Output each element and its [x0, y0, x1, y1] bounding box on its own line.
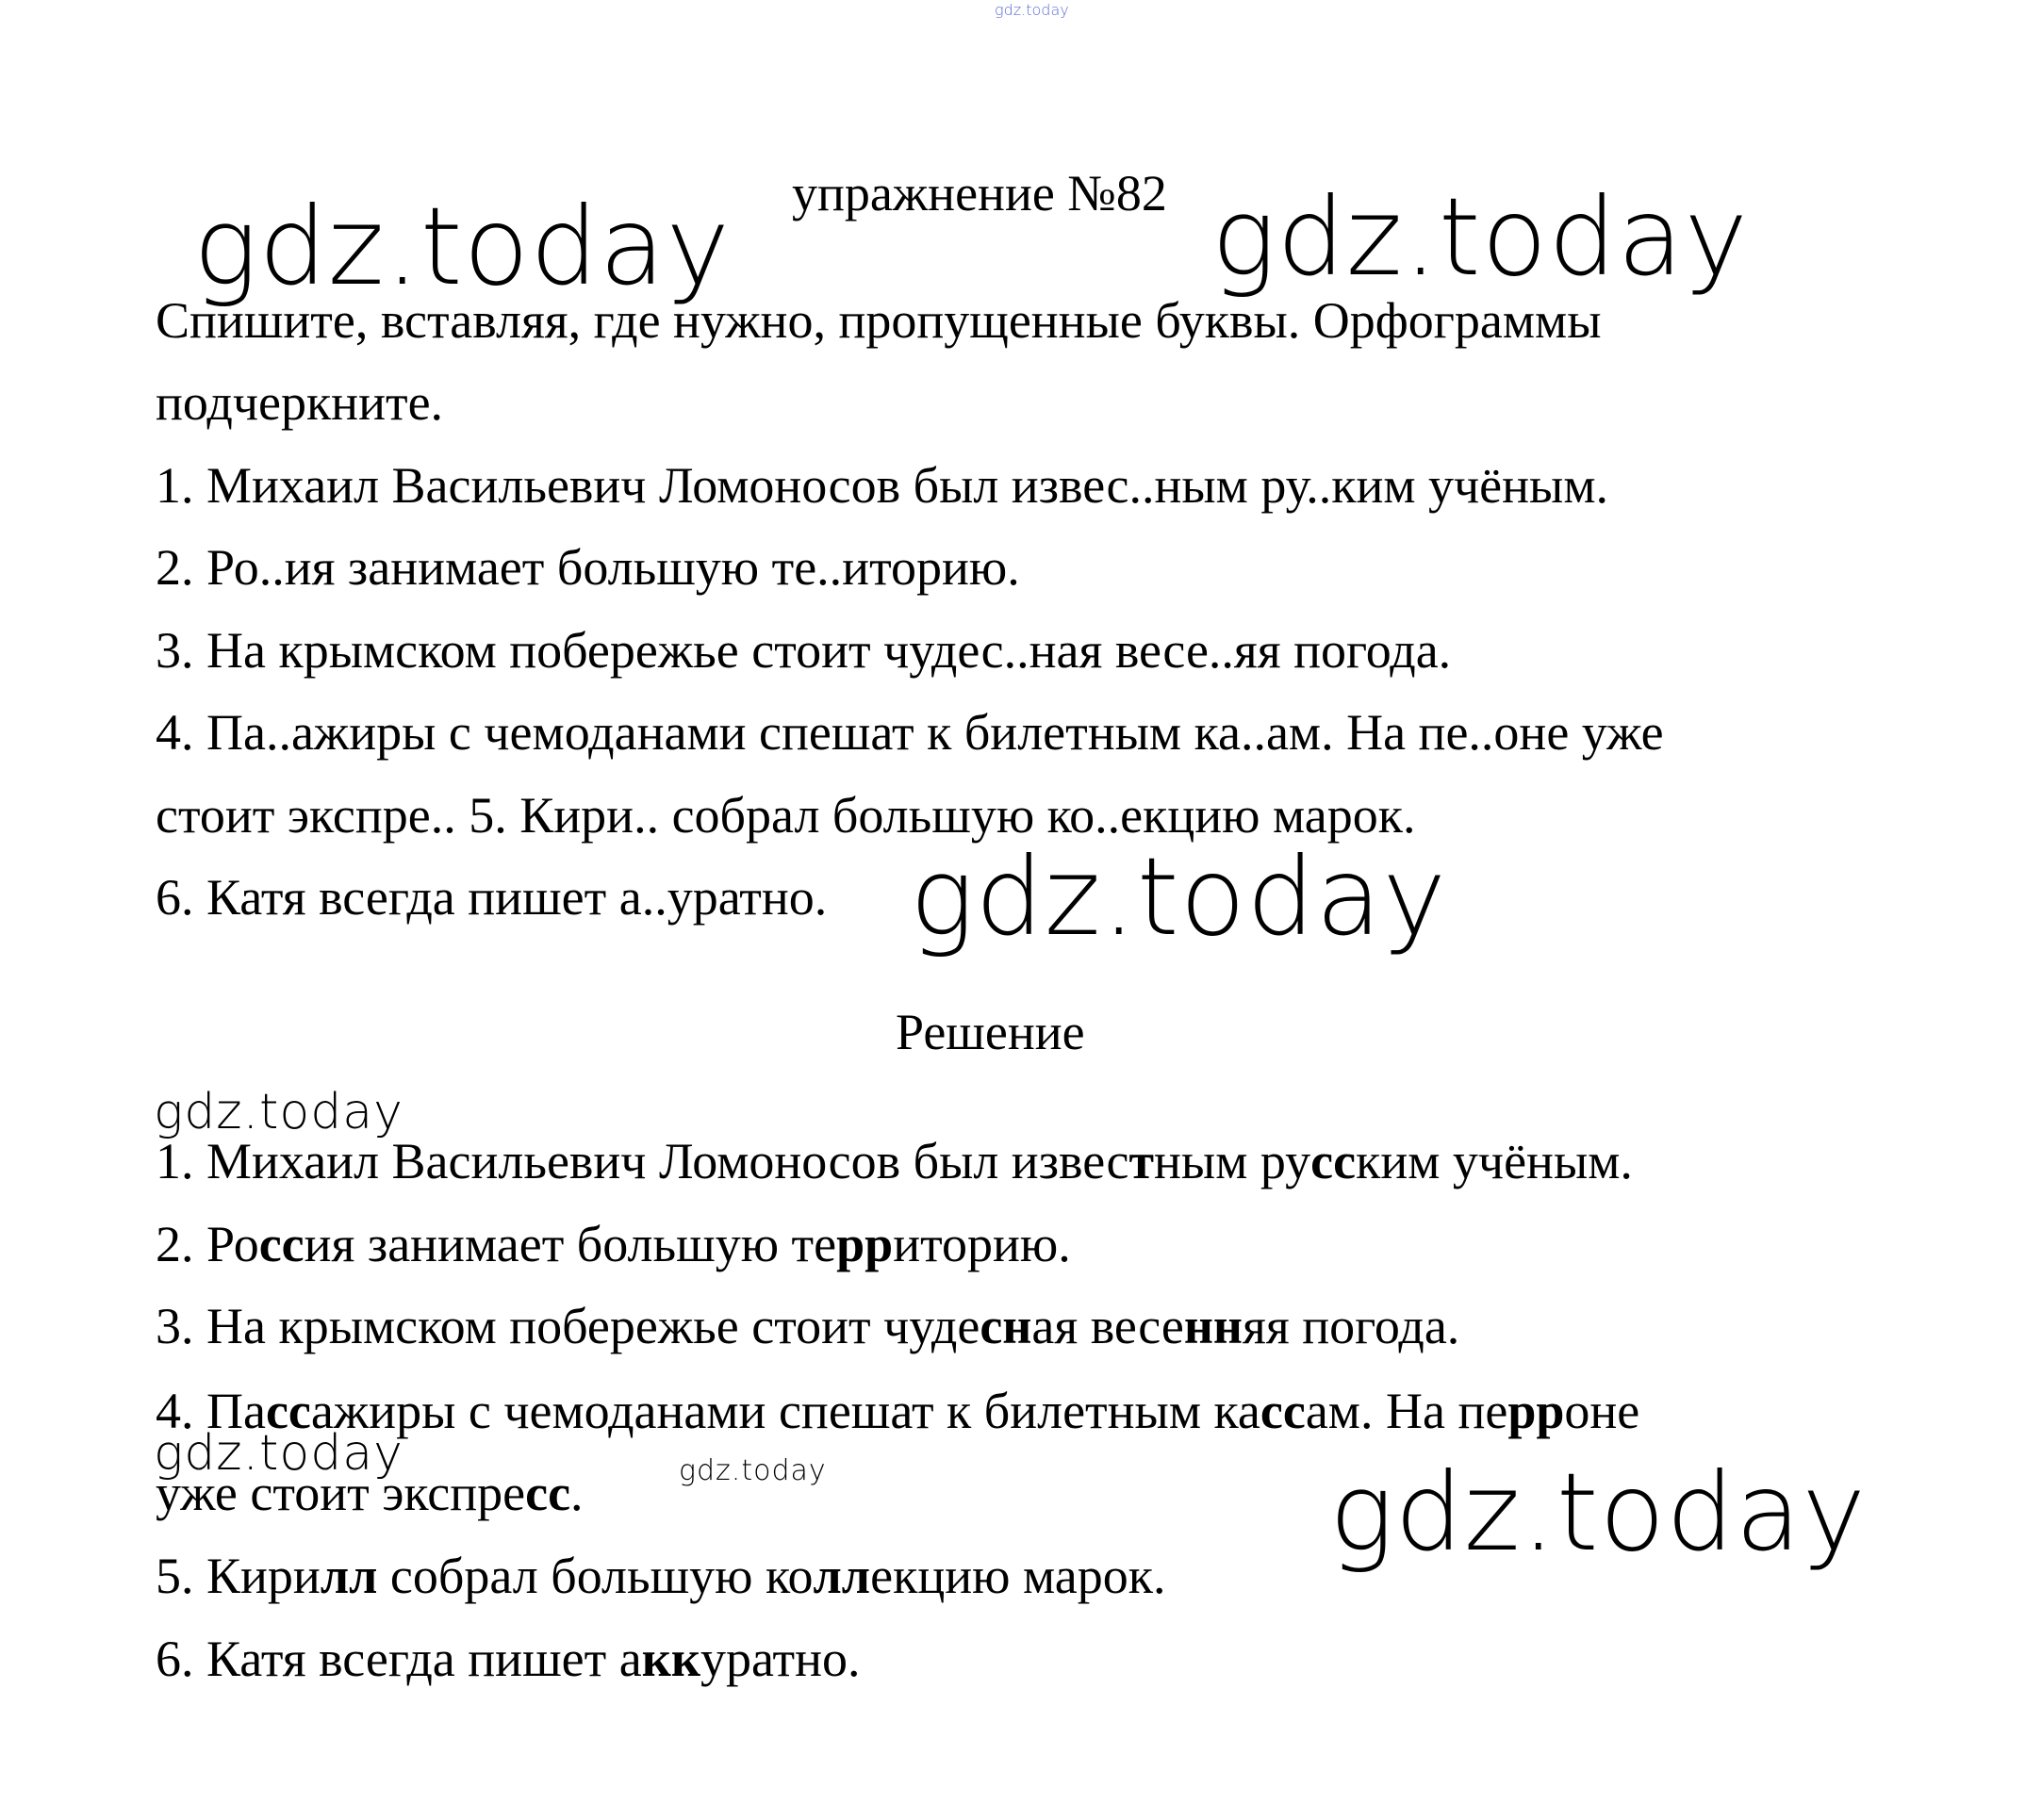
inserted-letters: рр	[1507, 1383, 1565, 1439]
exercise-line: 4. Па..ажиры с чемоданами спешат к билетным ка..ам. На пе..оне уже	[156, 704, 1664, 761]
watermark: gdz.today	[154, 1425, 403, 1482]
exercise-line: 3. На крымском побережье стоит чудес..ная весе..яя погода.	[156, 622, 1452, 679]
solution-text: ким учёным.	[1356, 1133, 1633, 1189]
solution-text: 6. Катя всегда пишет а	[156, 1631, 642, 1687]
solution-text: оне	[1564, 1383, 1640, 1439]
solution-line	[156, 1631, 861, 1687]
task-instruction-line2: подчеркните.	[156, 374, 444, 431]
solution-text: собрал большую ко	[377, 1548, 814, 1604]
solution-text: 3. На крымском побережье стоит чуде	[156, 1298, 980, 1354]
inserted-letters: лл	[320, 1548, 378, 1604]
inserted-letters: сс	[525, 1465, 571, 1521]
watermark-top: gdz.today	[995, 1, 1069, 19]
inserted-letters: сн	[980, 1298, 1032, 1354]
watermark: gdz.today	[193, 184, 731, 309]
exercise-line: 1. Михаил Васильевич Ломоносов был извес..ным ру..ким учёным.	[156, 457, 1609, 514]
solution-text: яя погода.	[1243, 1298, 1460, 1354]
solution-text: 2. Ро	[156, 1216, 259, 1272]
inserted-letters: сс	[1310, 1133, 1357, 1189]
solution-line	[156, 1548, 1166, 1604]
inserted-letters: рр	[836, 1216, 894, 1272]
inserted-letters: т	[1128, 1133, 1155, 1189]
watermark: gdz.today	[910, 834, 1447, 959]
inserted-letters: лл	[813, 1548, 871, 1604]
inserted-letters: сс	[265, 1383, 311, 1439]
solution-text: с	[1106, 1133, 1129, 1189]
solution-text: уратно.	[700, 1631, 861, 1687]
task-instruction-line1: Спишите, вставляя, где нужно, пропущенные буквы. Орфограммы	[156, 292, 1602, 349]
solution-text: ам. На пе	[1305, 1383, 1508, 1439]
solution-line	[156, 1216, 1071, 1272]
solution-text: ия занимает большую те	[304, 1216, 837, 1272]
solution-text: 4. Па	[156, 1383, 266, 1439]
exercise-line: 2. Ро..ия занимает большую те..иторию.	[156, 539, 1020, 596]
solution-text: 1. Михаил Васильевич Ломоносов был изве	[156, 1133, 1107, 1189]
solution-text: ным ру	[1154, 1133, 1311, 1189]
solution-text: 5. Кири	[156, 1548, 321, 1604]
solution-line	[156, 1133, 1633, 1189]
inserted-letters: нн	[1183, 1298, 1243, 1354]
watermark: gdz.today	[154, 1084, 403, 1140]
watermark: gdz.today	[1211, 174, 1749, 300]
solution-line	[156, 1298, 1460, 1354]
solution-text: екцию марок.	[870, 1548, 1166, 1604]
solution-text: уже стоит экспре	[156, 1465, 526, 1521]
exercise-title: упражнение №82	[792, 165, 1167, 221]
solution-text: ажиры с чемоданами спешат к билетным ка	[310, 1383, 1260, 1439]
exercise-line: стоит экспре.. 5. Кири.. собрал большую ко..екцию марок.	[156, 787, 1416, 844]
inserted-letters: сс	[1260, 1383, 1306, 1439]
solution-heading: Решение	[896, 1004, 1085, 1060]
solution-text: .	[570, 1465, 584, 1521]
watermark: gdz.today	[679, 1454, 827, 1487]
solution-text: иторию.	[893, 1216, 1071, 1272]
solution-text: ая весе	[1031, 1298, 1184, 1354]
inserted-letters: кк	[641, 1631, 700, 1687]
inserted-letters: сс	[258, 1216, 305, 1272]
exercise-line: 6. Катя всегда пишет а..уратно.	[156, 869, 828, 926]
watermark: gdz.today	[1329, 1450, 1867, 1575]
